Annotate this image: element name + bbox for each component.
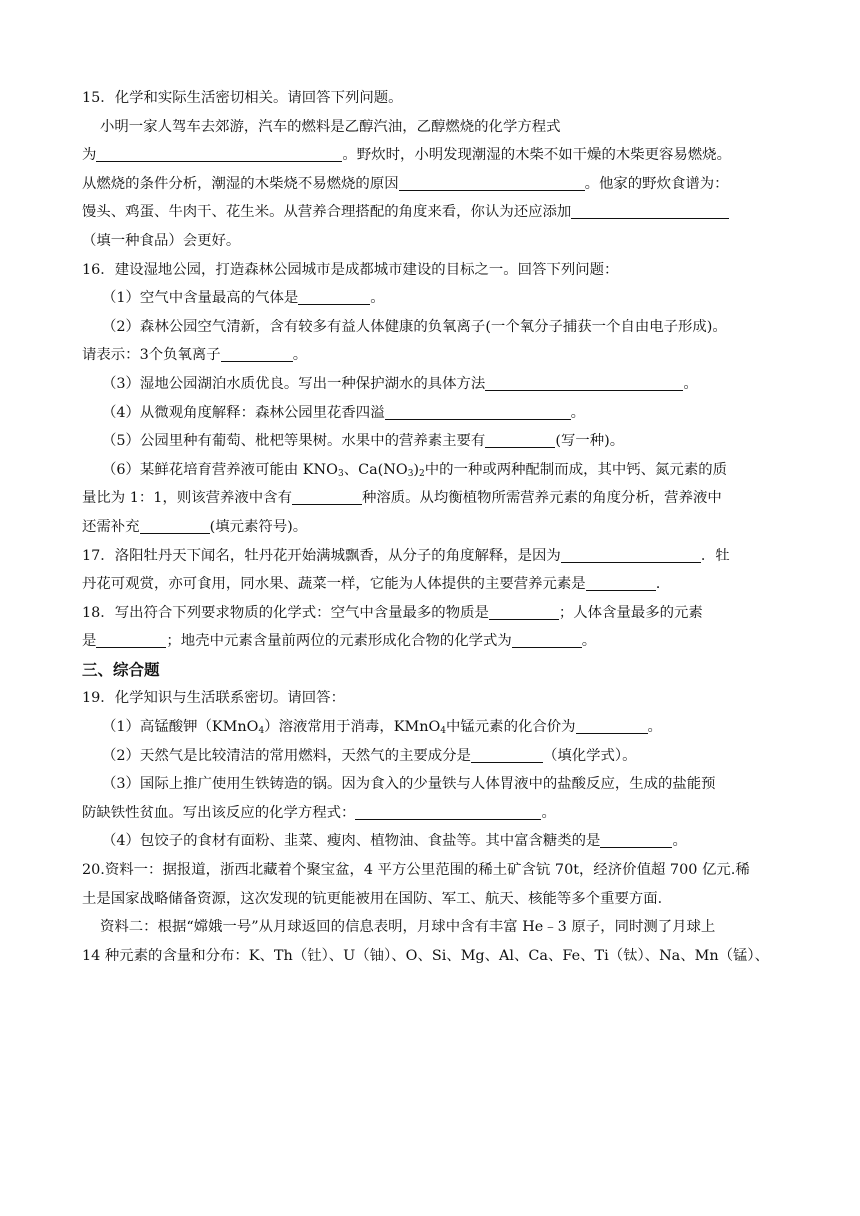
q19-part4	[82, 827, 782, 856]
q16-part6-line2-suffix: 种溶质。从均衡植物所需营养元素的角度分析，营养液中	[361, 490, 722, 507]
subscript: 3	[407, 468, 414, 479]
q19-title	[82, 684, 782, 713]
q15-line4-suffix: 。他家的野炊食谱为：	[584, 175, 729, 192]
q18-line1-text: 18．写出符合下列要求物质的化学式：空气中含量最多的物质是	[82, 604, 489, 621]
section-heading	[82, 656, 782, 685]
subscript: 4	[258, 726, 265, 737]
q16-title-text: 16．建设湿地公园，打造森林公园城市是成都城市建设的目标之一。回答下列问题：	[82, 261, 619, 278]
q15-line3	[82, 141, 782, 170]
q16-part5-text: （5）公园里种有葡萄、枇杷等果树。水果中的营养素主要有	[102, 433, 486, 450]
q15-line2-text: 小明一家人驾车去郊游，汽车的燃料是乙醇汽油，乙醇燃烧的化学方程式	[100, 118, 561, 135]
q18-line2-end: 。	[581, 633, 597, 650]
answer-blank-q18-3[interactable]	[512, 631, 582, 648]
q19-part1-text-b: ）溶液常用于消毒，KMnO	[264, 719, 441, 736]
q16-part6	[82, 456, 782, 485]
q20-line1	[82, 856, 782, 885]
subscript: 2	[419, 468, 425, 479]
q16-part5-end: (写一种)。	[555, 433, 625, 450]
q15-line4	[82, 170, 782, 199]
answer-blank-q16-1[interactable]	[298, 288, 370, 305]
q16-part2-text: （2）森林公园空气清新，含有较多有益人体健康的负氧离子(一个氧分子捕获一个自由电子形成)。	[102, 318, 727, 335]
q15-title	[82, 84, 782, 113]
q19-part2-end: （填化学式）。	[542, 747, 637, 764]
q16-part1	[82, 284, 782, 313]
q19-title-text: 19．化学知识与生活联系密切。请回答：	[82, 690, 345, 707]
answer-blank-q16-6b[interactable]	[140, 517, 210, 534]
document-page	[82, 84, 782, 970]
q19-part2-text: （2）天然气是比较清洁的常用燃料，天然气的主要成分是	[102, 747, 471, 764]
q16-part4	[82, 399, 782, 428]
q15-line5-text: 馒头、鸡蛋、牛肉干、花生米。从营养合理搭配的角度来看，你认为还应添加	[82, 204, 572, 221]
q19-part3-text: （3）国际上推广使用生铁铸造的锅。因为食入的少量铁与人体胃液中的盐酸反应，生成的盐能预	[102, 776, 716, 793]
q16-part2-cont-text: 请表示：3个负氧离子	[82, 347, 221, 364]
q19-part1-text-c: 中锰元素的化合价为	[446, 719, 576, 736]
q17-line2-end: .	[655, 576, 661, 593]
q15-line3-suffix: 。野炊时，小明发现潮湿的木柴不如干燥的木柴更容易燃烧。	[342, 147, 731, 164]
q17-line1-text: 17．洛阳牡丹天下闻名，牡丹花开始满城飘香，从分子的角度解释，是因为	[82, 547, 561, 564]
q19-part1	[82, 713, 782, 742]
q19-part3-end: 。	[541, 804, 556, 821]
q16-part2-cont	[82, 341, 782, 370]
q16-part6-text-b: 、Ca(NO	[343, 461, 408, 478]
q17-line2-text: 丹花可观赏，亦可食用，同水果、蔬菜一样，它能为人体提供的主要营养元素是	[82, 576, 586, 593]
q17-line1	[82, 542, 782, 571]
q20-line3	[82, 913, 782, 942]
q16-part3-end: 。	[683, 375, 698, 392]
q19-part3	[82, 770, 782, 799]
q18-line2-middle: ；地壳中元素含量前两位的元素形成化合物的化学式为	[166, 633, 512, 650]
answer-blank-q18-1[interactable]	[489, 603, 559, 620]
q16-title	[82, 256, 782, 285]
q15-line5	[82, 198, 782, 227]
q16-part6-line3	[82, 513, 782, 542]
subscript: 3	[337, 468, 344, 479]
q16-part6-line2-prefix: 量比为 1：1，则该营养液中含有	[82, 490, 292, 507]
answer-blank-q19-2[interactable]	[471, 746, 543, 763]
q15-line6-text: （填一种食品）会更好。	[82, 232, 241, 249]
answer-blank-q16-4[interactable]	[385, 403, 571, 420]
q18-line2	[82, 627, 782, 656]
q16-part2	[82, 313, 782, 342]
q19-part1-end: 。	[647, 719, 662, 736]
answer-blank-reason[interactable]	[399, 174, 585, 191]
section-heading-text: 三、综合题	[82, 660, 160, 679]
q20-line4	[82, 942, 782, 971]
q20-line2	[82, 885, 782, 914]
q16-part5	[82, 427, 782, 456]
answer-blank-food[interactable]	[571, 202, 729, 219]
q16-part6-line3-suffix: (填元素符号)。	[209, 518, 308, 535]
answer-blank-q19-4[interactable]	[600, 831, 672, 848]
q19-part2	[82, 742, 782, 771]
q20-line3-text: 资料二：根据“嫦娥一号”从月球返回的信息表明，月球中含有丰富 He﹣3 原子，同时测了月球上	[100, 919, 716, 936]
q16-part2-end: 。	[292, 347, 308, 364]
q15-line2	[82, 113, 782, 142]
q16-part3	[82, 370, 782, 399]
q16-part1-end: 。	[370, 290, 385, 307]
answer-blank-q17-2[interactable]	[586, 574, 656, 591]
answer-blank-q19-1[interactable]	[576, 717, 648, 734]
answer-blank-q18-2[interactable]	[96, 631, 166, 648]
q17-line2	[82, 570, 782, 599]
q20-line4-text: 14 种元素的含量和分布：K、Th（钍）、U（铀）、O、Si、Mg、Al、Ca、Fe、Ti（钛）、Na、Mn（锰）、	[82, 947, 769, 964]
q18-line1-end: ；人体含量最多的元素	[558, 604, 703, 621]
q20-line2-text: 土是国家战略储备资源，这次发现的钪更能被用在国防、军工、航天、核能等多个重要方面．	[82, 890, 673, 907]
q15-line6	[82, 227, 782, 256]
q19-part3-cont	[82, 799, 782, 828]
q18-line2-prefix: 是	[82, 633, 97, 650]
q20-line1-text: 20.资料一：据报道，浙西北藏着个聚宝盆，4 平方公里范围的稀土矿含钪 70t，经济价值超 700 亿元.稀	[82, 862, 750, 879]
answer-blank-q17-1[interactable]	[561, 546, 701, 563]
answer-blank-q19-3[interactable]	[355, 803, 541, 820]
answer-blank-q16-2[interactable]	[221, 345, 293, 362]
answer-blank-equation[interactable]	[96, 145, 342, 162]
q15-line3-prefix: 为	[82, 147, 97, 164]
q16-part3-text: （3）湿地公园湖泊水质优良。写出一种保护湖水的具体方法	[102, 375, 486, 392]
q16-part1-text: （1）空气中含量最高的气体是	[102, 290, 299, 307]
q16-part6-line3-prefix: 还需补充	[82, 518, 140, 535]
q16-part6-text-d: 中的一种或两种配制而成，其中钙、氮元素的质	[424, 461, 727, 478]
q15-line4-prefix: 从燃烧的条件分析，潮湿的木柴烧不易燃烧的原因	[82, 175, 399, 192]
q19-part4-text: （4）包饺子的食材有面粉、韭菜、瘦肉、植物油、食盐等。其中富含糖类的是	[102, 833, 601, 850]
q19-part1-text-a: （1）高锰酸钾（KMnO	[102, 719, 259, 736]
answer-blank-q16-3[interactable]	[485, 374, 683, 391]
q16-part4-end: 。	[570, 404, 585, 421]
subscript: 4	[440, 726, 446, 737]
q16-part6-line2	[82, 484, 782, 513]
q18-line1	[82, 599, 782, 628]
q15-title-text: 15．化学和实际生活密切相关。请回答下列问题。	[82, 90, 403, 106]
q16-part6-text-c: )	[413, 461, 420, 478]
answer-blank-q16-6a[interactable]	[292, 488, 362, 505]
q17-line1-end: ．牡	[700, 547, 730, 564]
q19-part4-end: 。	[672, 833, 687, 850]
q19-part3-cont-text: 防缺铁性贫血。写出该反应的化学方程式：	[82, 804, 356, 821]
answer-blank-q16-5[interactable]	[485, 431, 555, 448]
q16-part6-text-a: （6）某鲜花培育营养液可能由 KNO	[102, 461, 338, 478]
q16-part4-text: （4）从微观角度解释：森林公园里花香四溢	[102, 404, 385, 421]
